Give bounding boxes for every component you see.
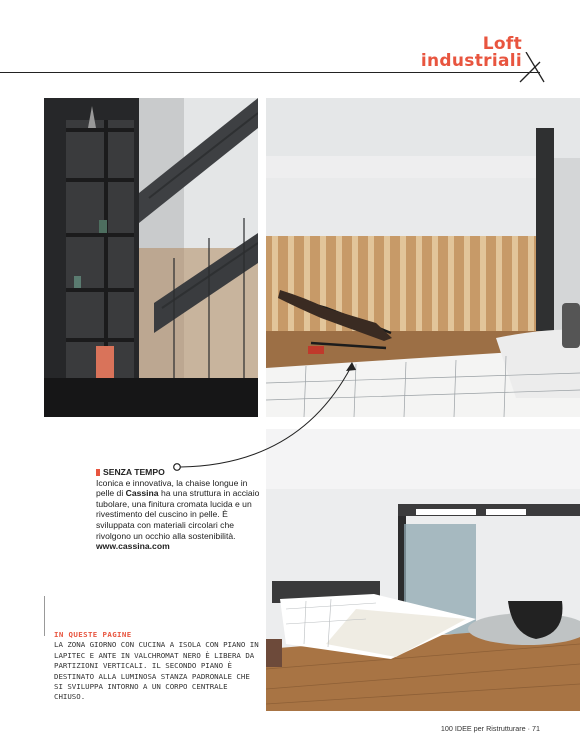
- caption-website-link[interactable]: www.cassina.com: [96, 541, 170, 552]
- side-rule: [44, 596, 45, 636]
- section-title-line2: industriali: [420, 51, 522, 71]
- page-footer: 100 IDEE per Ristrutturare · 71: [440, 724, 540, 733]
- pages-text: LA ZONA GIORNO CON CUCINA A ISOLA CON PIANO IN LAPITEC E ANTE IN VALCHROMAT NERO È LIBERA DA PARTIZIONI VERTICALI. IL SECONDO PIANO È DESTINATO ALLA LUMINOSA STANZA PADRONALE CHE SI SVILUPPA INTORNO A UN CORPO CENTRALE CHIUSO.: [54, 640, 259, 702]
- caption-brand: Cassina: [125, 488, 159, 499]
- caption-heading: [96, 467, 266, 478]
- caption-body-part1: Iconica e innovativa, la chaise longue in pelle di: [96, 477, 248, 499]
- caption-body-part2: ha una struttura in acciaio tubolare, una finitura cromata lucida e un rivestimento del cuscino in pelle. È sviluppata con materiali circolari che rivolgono un occhio alla sostenibilità.: [96, 488, 260, 541]
- pages-heading: IN QUESTE PAGINE: [54, 630, 132, 639]
- section-title-line1: Loft: [482, 34, 522, 54]
- in-queste-pagine-block: [54, 630, 259, 703]
- caption-marker-icon: [96, 469, 100, 476]
- photo-caption: [96, 467, 266, 552]
- caption-heading-text: SENZA TEMPO: [103, 467, 165, 477]
- caption-body: [96, 478, 266, 552]
